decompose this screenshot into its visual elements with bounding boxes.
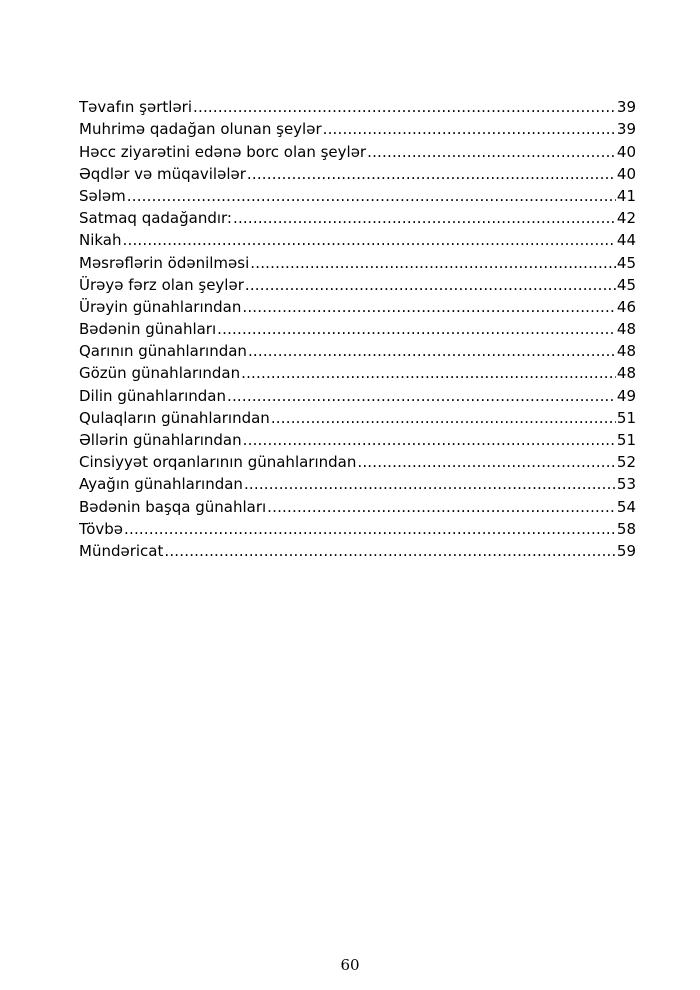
toc-entry-title[interactable]: Bədənin başqa günahları — [79, 497, 267, 516]
toc-dot-leader — [243, 429, 616, 451]
page-number: 60 — [340, 956, 360, 974]
toc-entry-page: 51 — [616, 408, 636, 427]
toc-entry-title[interactable]: Ürəyin günahlarından — [79, 297, 242, 316]
toc-entry[interactable] — [79, 96, 636, 118]
toc-dot-leader — [357, 451, 616, 473]
toc-entry[interactable] — [79, 118, 636, 140]
toc-entry-page: 58 — [616, 519, 636, 538]
toc-entry-page: 48 — [616, 364, 636, 383]
toc-entry[interactable] — [79, 473, 636, 495]
toc-dot-leader — [193, 96, 616, 118]
toc-dot-leader — [271, 407, 616, 429]
toc-entry-page: 40 — [616, 164, 636, 183]
toc-dot-leader — [241, 362, 616, 384]
toc-entry-page: 48 — [616, 342, 636, 361]
toc-entry-title[interactable]: Bədənin günahları — [79, 320, 217, 339]
toc-entry-title[interactable]: Qarının günahlarından — [79, 342, 247, 361]
toc-dot-leader — [233, 207, 616, 229]
toc-entry-title[interactable]: Sələm — [79, 186, 126, 205]
toc-dot-leader — [247, 163, 616, 185]
toc-dot-leader — [227, 385, 616, 407]
toc-entry-title[interactable]: Dilin günahlarından — [79, 386, 226, 405]
toc-entry[interactable] — [79, 318, 636, 340]
toc-entry[interactable] — [79, 296, 636, 318]
toc-entry-title[interactable]: Əllərin günahlarından — [79, 431, 242, 449]
toc-dot-leader — [123, 229, 616, 251]
toc-entry[interactable] — [79, 340, 636, 362]
toc-entry-page: 51 — [616, 431, 636, 449]
toc-entry[interactable] — [79, 163, 636, 185]
toc-entry[interactable] — [79, 384, 636, 406]
toc-entry-page: 40 — [616, 142, 636, 161]
toc-entry[interactable] — [79, 518, 636, 540]
toc-dot-leader — [267, 496, 616, 518]
toc-entry[interactable] — [79, 451, 636, 473]
toc-entry-page: 44 — [616, 231, 636, 250]
toc-dot-leader — [164, 540, 616, 562]
table-of-contents — [79, 96, 636, 562]
toc-entry-title[interactable]: Tövbə — [79, 519, 124, 538]
toc-entry-title[interactable]: Gözün günahlarından — [79, 364, 241, 383]
toc-entry[interactable] — [79, 251, 636, 273]
toc-entry[interactable] — [79, 207, 636, 229]
toc-entry-title[interactable]: Məsrəflərin ödənilməsi — [79, 253, 250, 272]
toc-dot-leader — [250, 252, 616, 274]
toc-entry[interactable] — [79, 140, 636, 162]
toc-entry-title[interactable]: Satmaq qadağandır: — [79, 209, 232, 228]
toc-entry-page: 45 — [616, 275, 636, 294]
toc-entry-page: 53 — [616, 475, 636, 494]
toc-entry[interactable] — [79, 495, 636, 517]
toc-entry-title[interactable]: Cinsiyyət orqanlarının günahlarından — [79, 453, 357, 472]
toc-dot-leader — [127, 185, 616, 207]
toc-entry[interactable] — [79, 362, 636, 384]
toc-entry-page: 54 — [616, 497, 636, 516]
toc-dot-leader — [242, 296, 616, 318]
toc-dot-leader — [124, 518, 616, 540]
toc-entry[interactable] — [79, 429, 636, 451]
toc-entry[interactable] — [79, 407, 636, 429]
toc-dot-leader — [367, 141, 616, 163]
toc-entry-page: 49 — [616, 386, 636, 405]
toc-entry-title[interactable]: Təvafın şərtləri — [79, 98, 193, 117]
toc-dot-leader — [217, 318, 616, 340]
toc-entry-title[interactable]: Əqdlər və müqavilələr — [79, 164, 246, 183]
toc-entry-title[interactable]: Qulaqların günahlarından — [79, 408, 270, 427]
toc-entry-title[interactable]: Muhrimə qadağan olunan şeylər — [79, 120, 322, 139]
toc-entry-title[interactable]: Ayağın günahlarından — [79, 475, 243, 494]
toc-entry-page: 39 — [616, 120, 636, 139]
toc-entry-page: 39 — [616, 98, 636, 117]
toc-entry-title[interactable]: Ürəyə fərz olan şeylər — [79, 275, 244, 294]
toc-entry-title[interactable]: Həcc ziyarətini edənə borc olan şeylər — [79, 142, 367, 161]
toc-dot-leader — [323, 118, 616, 140]
toc-dot-leader — [245, 274, 616, 296]
toc-entry[interactable] — [79, 540, 636, 562]
toc-entry-page: 52 — [616, 453, 636, 472]
toc-entry[interactable] — [79, 185, 636, 207]
toc-entry-page: 41 — [616, 186, 636, 205]
toc-entry[interactable] — [79, 274, 636, 296]
toc-entry-page: 48 — [616, 320, 636, 339]
toc-entry-page: 46 — [616, 297, 636, 316]
toc-dot-leader — [244, 473, 616, 495]
toc-entry-title[interactable]: Nikah — [79, 231, 122, 250]
toc-entry-page: 45 — [616, 253, 636, 272]
toc-entry[interactable] — [79, 229, 636, 251]
toc-entry-page: 42 — [616, 209, 636, 228]
toc-entry-page: 59 — [616, 541, 636, 560]
toc-dot-leader — [248, 340, 616, 362]
toc-entry-title[interactable]: Mündəricat — [79, 541, 164, 560]
